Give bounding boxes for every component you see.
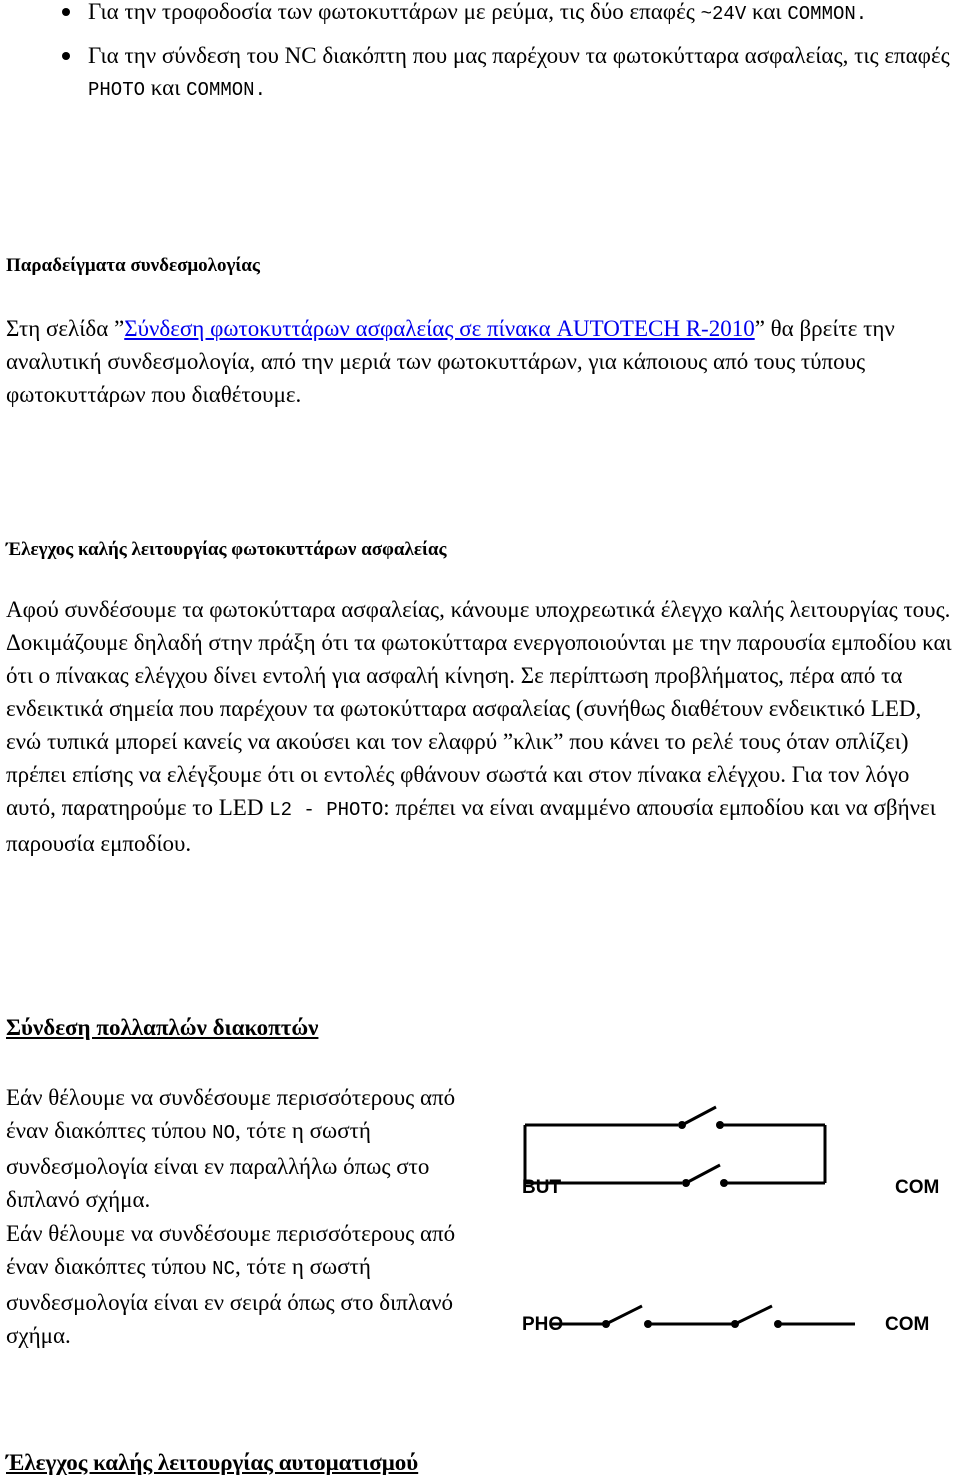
multi-heading: Σύνδεση πολλαπλών διακοπτών: [6, 1015, 319, 1040]
diagram-label-com: COM: [895, 1177, 940, 1198]
bullet-list: [0, 0, 950, 116]
switch-second: [731, 1306, 782, 1328]
bullet-item-nc-switch: [0, 40, 950, 106]
multi-text-after: , τότε η σωστή συνδεσμολογία είναι εν παραλλήλω όπως στο διπλανό σχήμα.: [6, 1118, 430, 1212]
diagram-label-pho: PHO: [522, 1314, 564, 1335]
diagram-label-but: BUT: [522, 1177, 562, 1198]
switch-type-code: NC: [212, 1258, 235, 1280]
parallel-wiring: [525, 1125, 825, 1183]
diagram-label-com: COM: [885, 1314, 930, 1335]
contact-code: ~24V: [700, 3, 747, 25]
check-text-before: Αφού συνδέσουμε τα φωτοκύτταρα ασφαλείας, κάνουμε υποχρεωτικά έλεγχο καλής λειτουργίας τους. Δοκιμάζουμε δηλαδή στην πράξη ότι τα φωτοκύτταρα ενεργοποιούνται με την παρουσία εμποδίου και ότι ο πίνακας ελέγχου δίνει εντολή για ασφαλή κίνηση. Σε περίπτωση προβλήματος, πέρα από τα ενδεικτικά σημεία που παρέχουν τα φωτοκύτταρα ασφαλείας (συνήθως διαθέτουν ενδεικτικό LED, ενώ τυπικά μπορεί κανείς να ακούσει και τον ελαφρύ ”κλικ” που κάνει το ρελέ τους όταν οπλίζει) πρέπει επίσης να ελέγξουμε ότι οι εντολές φθάνουν σωστά και στον πίνακα ελέγχου. Για τον λόγο αυτό, παρατηρούμε το LED: [6, 597, 952, 820]
bullet-text: Για την τροφοδοσία των φωτοκυττάρων με ρεύμα, τις δύο επαφές: [88, 0, 701, 24]
switch-first: [602, 1306, 652, 1328]
check-text-after: : πρέπει να είναι αναμμένο απουσία εμποδίου και να σβήνει παρουσία εμποδίου.: [6, 795, 936, 856]
multi-paragraph-no: [6, 1081, 486, 1216]
bullet-item-power: [0, 0, 950, 30]
bullet-text: και: [145, 75, 187, 100]
automation-heading: Έλεγχος καλής λειτουργίας αυτοματισμού: [6, 1450, 419, 1475]
bullet-text: και: [746, 0, 788, 24]
bullet-dot: [62, 52, 70, 60]
switch-upper: [678, 1107, 724, 1129]
parallel-switch-diagram: [510, 1085, 950, 1210]
multi-text-before: Εάν θέλουμε να συνδέσουμε περισσότερους από έναν διακόπτες τύπου: [6, 1085, 456, 1143]
autotech-link[interactable]: Σύνδεση φωτοκυττάρων ασφαλείας σε πίνακα AUTOTECH R-2010: [124, 316, 755, 341]
contact-code: PHOTO: [88, 79, 146, 101]
bullet-text: Για την σύνδεση του NC διακόπτη που μας παρέχουν τα φωτοκύτταρα ασφαλείας, τις επαφές: [88, 43, 950, 68]
examples-heading: Παραδείγματα συνδεσμολογίας: [6, 255, 260, 276]
switch-lower: [682, 1165, 728, 1187]
led-code: L2 - PHOTO: [269, 799, 384, 821]
switch-type-code: NO: [212, 1122, 235, 1144]
multi-text-after: , τότε η σωστή συνδεσμολογία είναι εν σειρά όπως στο διπλανό σχήμα.: [6, 1254, 454, 1348]
examples-paragraph: [6, 312, 958, 411]
contact-code: COMMON.: [787, 3, 868, 25]
check-heading: Έλεγχος καλής λειτουργίας φωτοκυττάρων ασφαλείας: [6, 539, 447, 560]
examples-text-after: ” θα βρείτε την αναλυτική συνδεσμολογία, από την μεριά των φωτοκυττάρων, για κάποιους από τους τύπους φωτοκυττάρων που διαθέτουμε.: [6, 316, 895, 407]
multi-paragraph-nc: [6, 1217, 486, 1352]
series-switch-diagram: [510, 1290, 950, 1340]
multi-text-before: Εάν θέλουμε να συνδέσουμε περισσότερους από έναν διακόπτες τύπου: [6, 1221, 456, 1279]
examples-text-before: Στη σελίδα ”: [6, 316, 125, 341]
check-paragraph: [6, 593, 958, 860]
contact-code: COMMON.: [186, 79, 266, 101]
bullet-dot: [62, 8, 70, 16]
